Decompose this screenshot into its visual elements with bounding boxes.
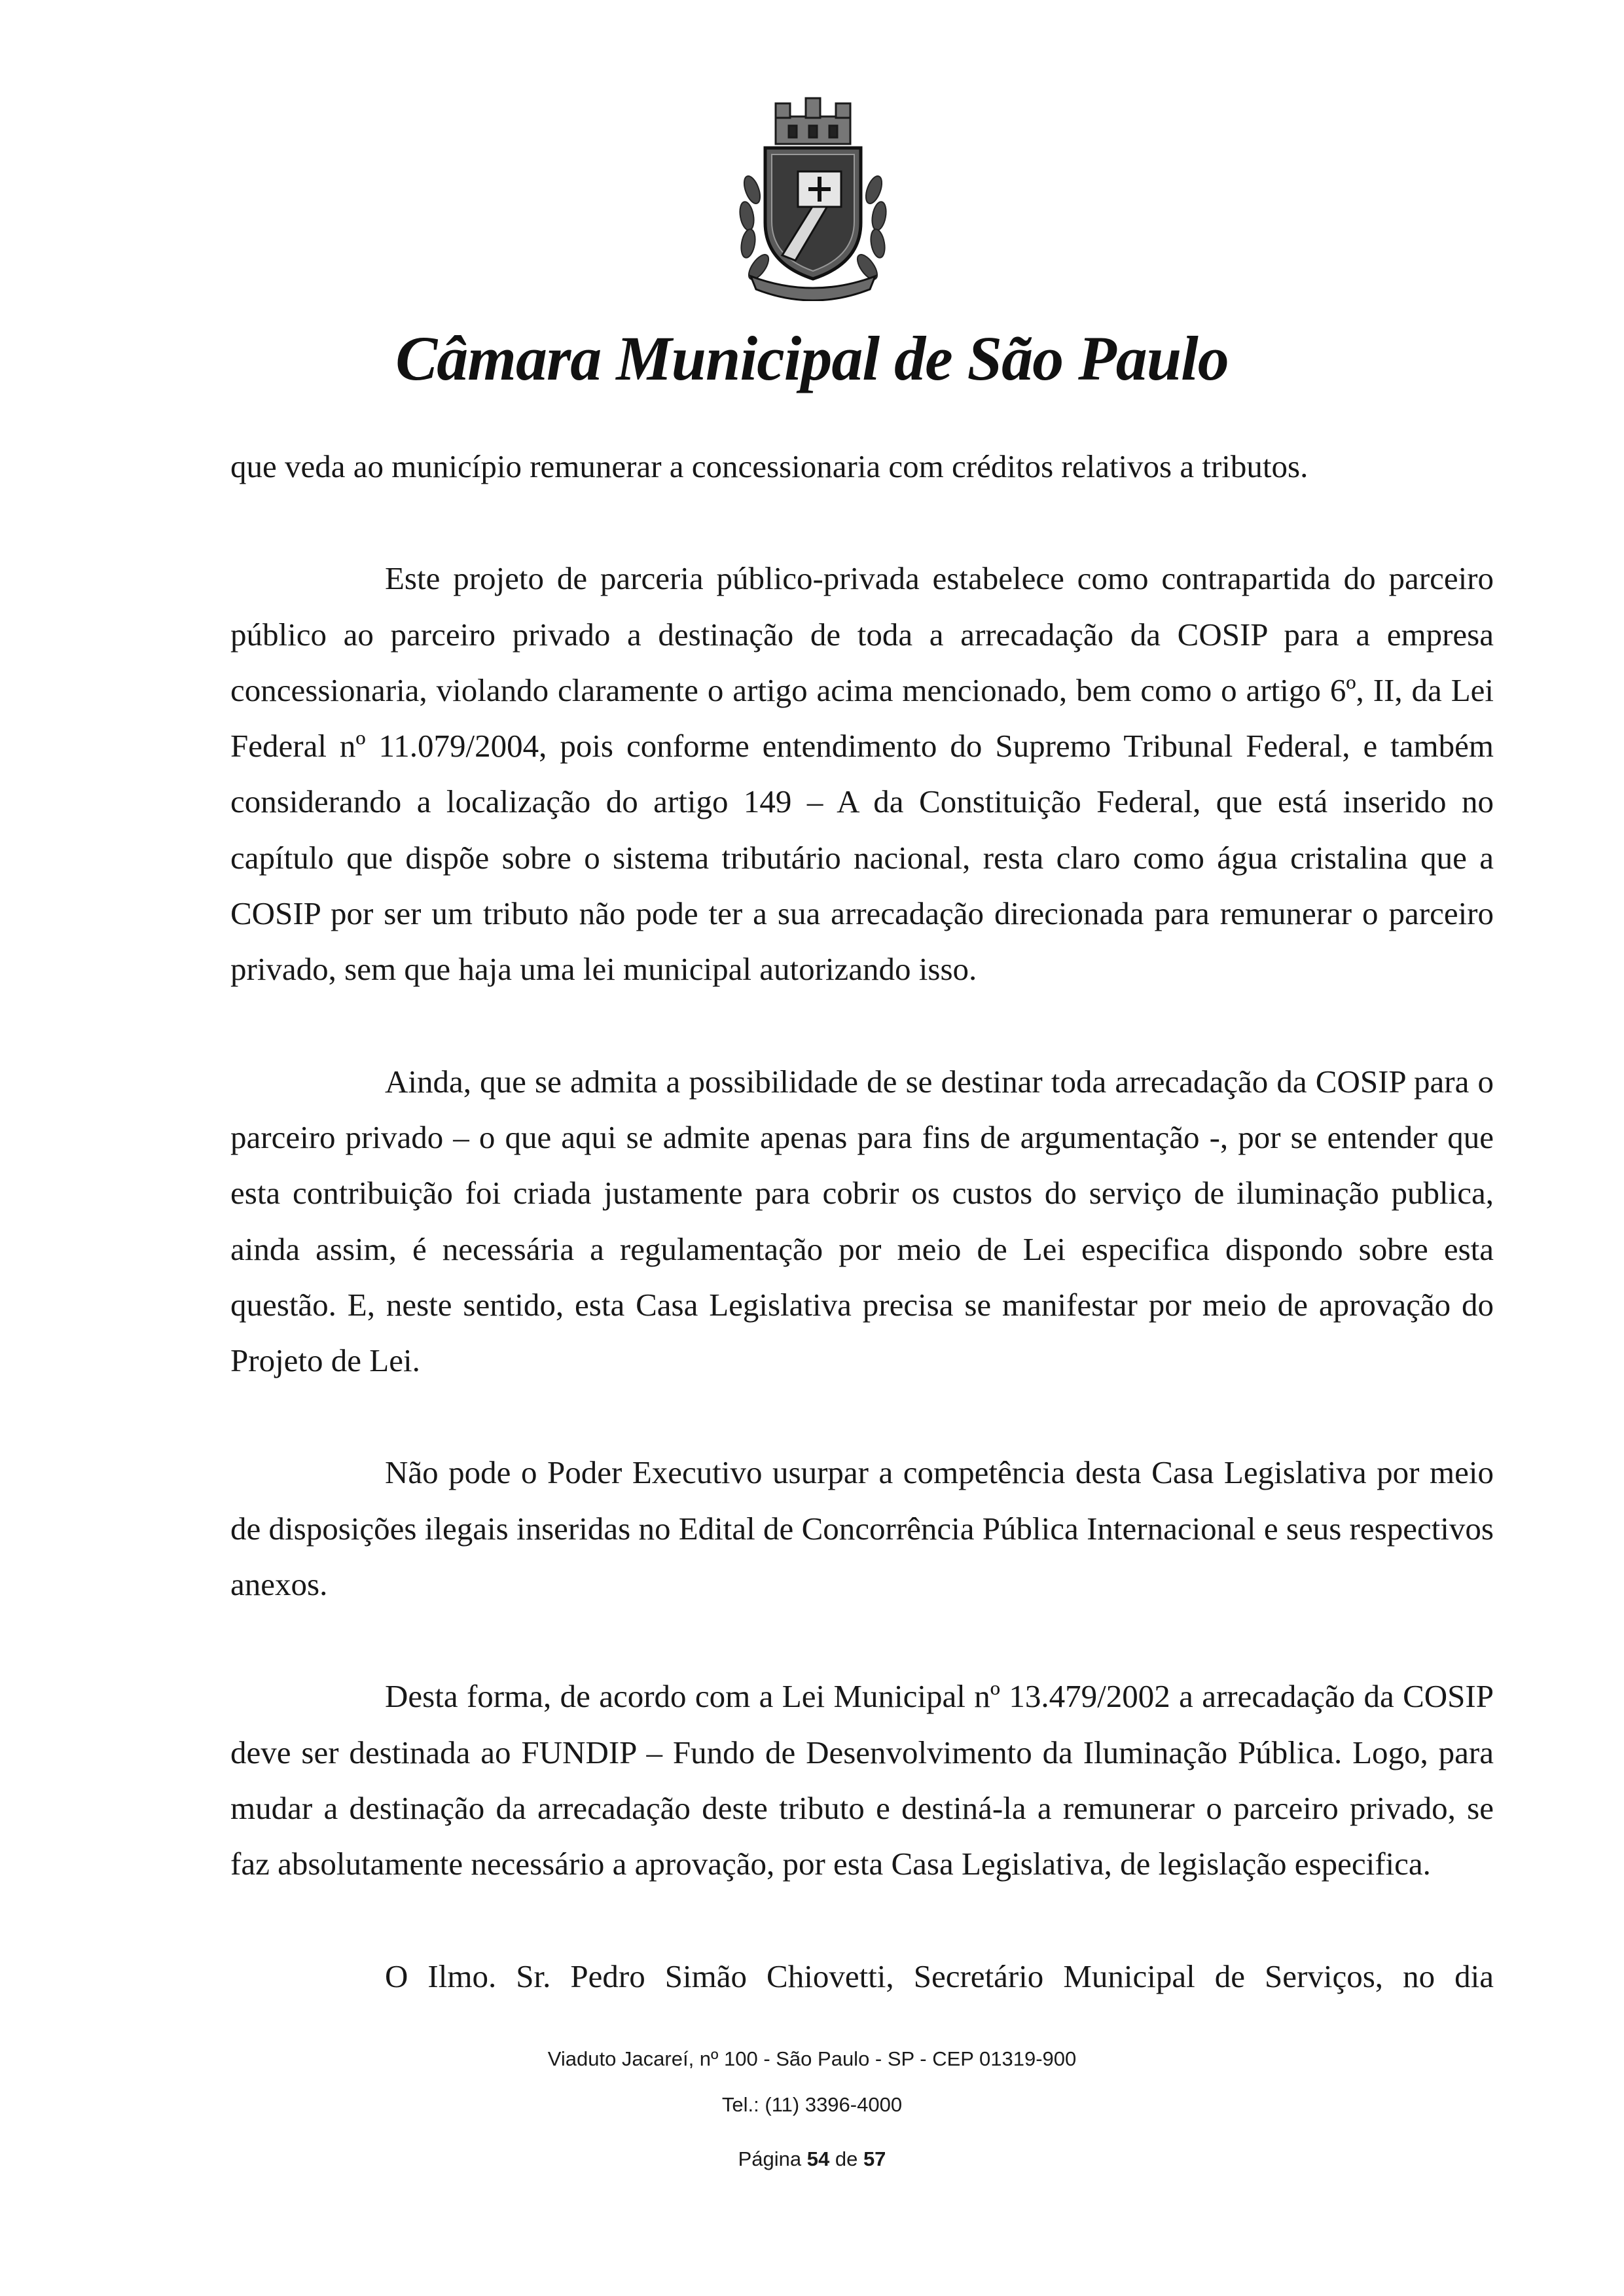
paragraph-fundip: Desta forma, de acordo com a Lei Municipal nº 13.479/2002 a arrecadação da COSIP deve ser destinada ao FUNDIP – Fundo de Desenvolvimento da Iluminação Pública. Logo, para mudar a destinação da arrecadação deste tributo e destiná-la a remunerar o parceiro privado, se faz absolutamente necessário a aprovação, por esta Casa Legislativa, de legislação especifica. — [230, 1678, 1494, 1882]
page-label: Página — [738, 2147, 802, 2170]
footer-phone: Tel.: (11) 3396-4000 — [721, 2093, 903, 2116]
page-total: 57 — [863, 2147, 886, 2170]
page-separator: de — [835, 2147, 858, 2170]
paragraph-cosip-ppp: Este projeto de parceria público-privada estabelece como contrapartida do parceiro público ao parceiro privado a destinação de toda a arrecadação da COSIP para a empresa concessionaria, violando claramente o artigo acima mencionado, bem como o artigo 6º, II, da Lei Federal nº 11.079/2004, pois conforme entendimento do Supremo Tribunal Federal, e também considerando a localização do artigo 149 – A da Constituição Federal, que está inserido no capítulo que dispõe sobre o sistema tributário nacional, resta claro como água cristalina que a COSIP por ser um tributo não pode ter a sua arrecadação direcionada para remunerar o parceiro privado, sem que haja uma lei municipal autorizando isso. — [230, 560, 1494, 988]
footer-address: Viaduto Jacareí, nº 100 - São Paulo - SP - CEP 01319-900 — [547, 2047, 1077, 2070]
document-title: Câmara Municipal de São Paulo — [395, 323, 1229, 393]
paragraph-continuation: que veda ao município remunerar a concessionaria com créditos relativos a tributos. — [230, 448, 1308, 484]
page-number — [0, 2147, 1624, 2171]
document-body — [230, 439, 1494, 2004]
paragraph-competencia: Não pode o Poder Executivo usurpar a competência desta Casa Legislativa por meio de disposições ilegais inseridas no Edital de Concorrência Pública Internacional e seus respectivos anexos. — [230, 1454, 1494, 1603]
paragraph-regulamentacao: Ainda, que se admita a possibilidade de se destinar toda arrecadação da COSIP para o parceiro privado – o que aqui se admite apenas para fins de argumentação -, por se entender que esta contribuição foi criada justamente para cobrir os custos do serviço de iluminação publica, ainda assim, é necessária a regulamentação por meio de Lei especifica dispondo sobre esta questão. E, neste sentido, esta Casa Legislativa precisa se manifestar por meio de aprovação do Projeto de Lei. — [230, 1063, 1494, 1379]
paragraph-secretario: O Ilmo. Sr. Pedro Simão Chiovetti, Secretário Municipal de Serviços, no dia — [385, 1958, 1494, 1994]
coat-of-arms-icon — [725, 92, 901, 301]
page-current: 54 — [806, 2147, 830, 2170]
